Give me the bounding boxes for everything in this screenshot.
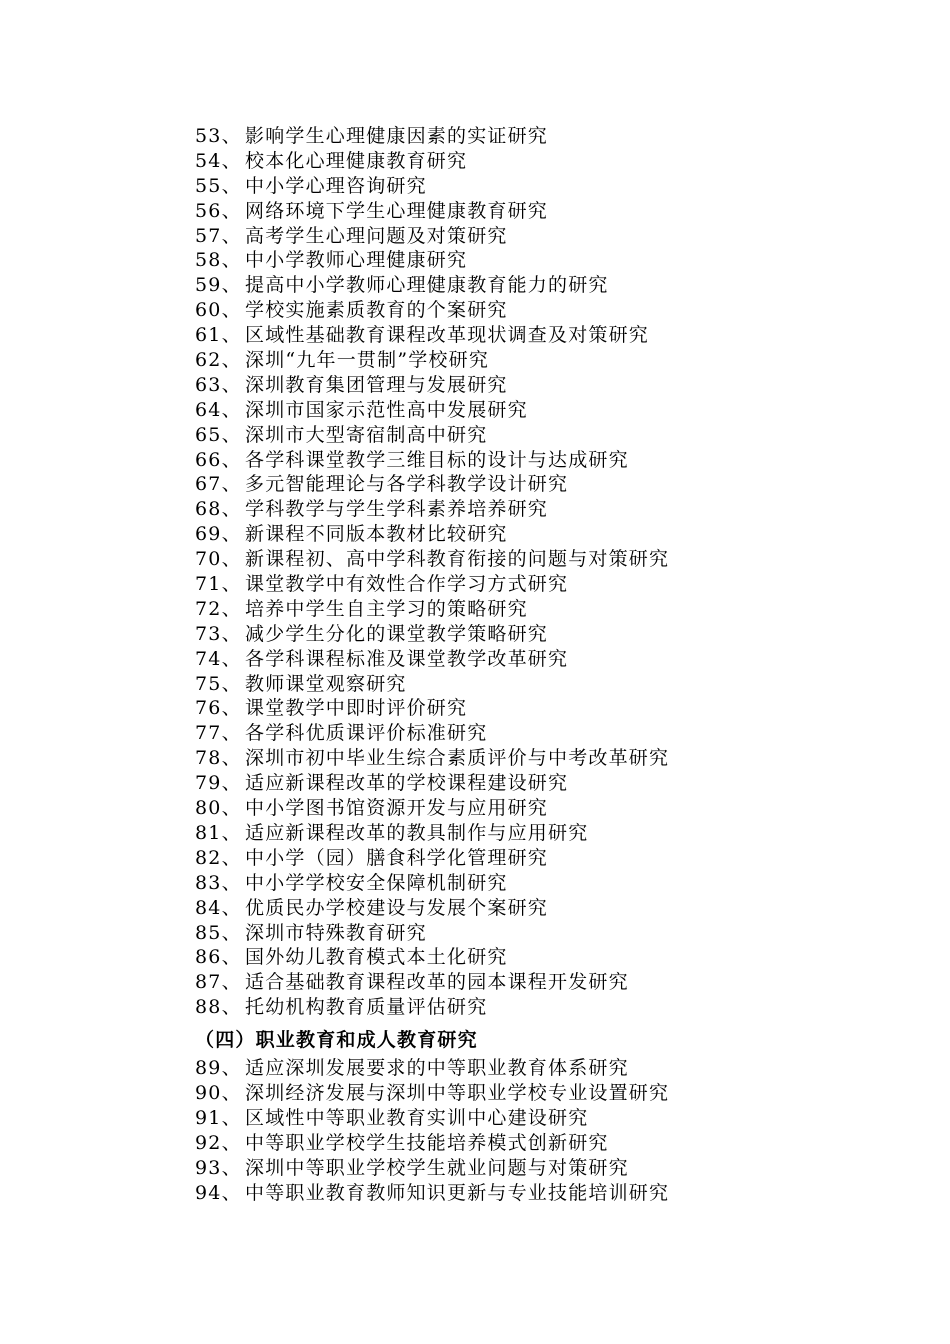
item-title: 影响学生心理健康因素的实证研究 <box>245 125 549 147</box>
item-number: 89、 <box>195 1057 242 1080</box>
item-number: 71、 <box>195 573 242 596</box>
item-title: 区域性中等职业教育实训中心建设研究 <box>245 1106 589 1129</box>
item-number: 74、 <box>195 647 242 670</box>
list-item <box>195 522 795 547</box>
item-number: 76、 <box>195 697 242 720</box>
item-title: 中小学学校安全保障机制研究 <box>245 871 508 894</box>
item-title: 深圳经济发展与深圳中等职业学校专业设置研究 <box>245 1081 670 1104</box>
list-item <box>195 298 795 323</box>
list-item <box>195 174 795 199</box>
item-number: 73、 <box>195 622 242 645</box>
item-title: 中小学心理咨询研究 <box>245 174 427 197</box>
item-number: 75、 <box>195 672 242 695</box>
item-title: 深圳市大型寄宿制高中研究 <box>245 423 488 446</box>
item-title: 深圳市特殊教育研究 <box>245 921 427 944</box>
item-title: 适应新课程改革的教具制作与应用研究 <box>245 821 589 844</box>
item-title: 中等职业学校学生技能培养模式创新研究 <box>245 1131 609 1154</box>
item-number: 77、 <box>195 722 242 745</box>
list-item <box>195 224 795 249</box>
item-number: 56、 <box>195 199 242 222</box>
item-number: 81、 <box>195 821 242 844</box>
list-item <box>195 448 795 473</box>
item-number: 82、 <box>195 846 242 869</box>
list-item <box>195 721 795 746</box>
item-title: 适合基础教育课程改革的园本课程开发研究 <box>245 971 629 994</box>
item-title: 提高中小学教师心理健康教育能力的研究 <box>245 274 609 297</box>
item-title: 托幼机构教育质量评估研究 <box>245 996 488 1019</box>
list-item <box>195 871 795 896</box>
item-number: 55、 <box>195 174 242 197</box>
item-title: 中小学教师心理健康研究 <box>245 249 468 272</box>
item-number: 85、 <box>195 921 242 944</box>
item-title: 适应深圳发展要求的中等职业教育体系研究 <box>245 1057 629 1080</box>
list-item <box>195 1131 795 1156</box>
item-number: 66、 <box>195 448 242 471</box>
item-number: 88、 <box>195 996 242 1019</box>
item-title: 深圳市国家示范性高中发展研究 <box>245 398 528 421</box>
item-number: 92、 <box>195 1131 242 1154</box>
item-title: 中小学图书馆资源开发与应用研究 <box>245 797 549 820</box>
item-number: 58、 <box>195 249 242 272</box>
list-item <box>195 273 795 298</box>
list-item <box>195 821 795 846</box>
item-number: 80、 <box>195 797 242 820</box>
item-number: 60、 <box>195 299 242 322</box>
item-number: 59、 <box>195 274 242 297</box>
item-number: 67、 <box>195 473 242 496</box>
list-item <box>195 423 795 448</box>
list-item <box>195 323 795 348</box>
item-number: 68、 <box>195 498 242 521</box>
list-item <box>195 1056 795 1081</box>
list-item <box>195 472 795 497</box>
section-heading: （四）职业教育和成人教育研究 <box>195 1029 478 1052</box>
list-item <box>195 149 795 174</box>
item-title: 各学科优质课评价标准研究 <box>245 722 488 745</box>
list-item <box>195 796 795 821</box>
list-item <box>195 970 795 995</box>
list-item <box>195 572 795 597</box>
item-title: 多元智能理论与各学科教学设计研究 <box>245 473 569 496</box>
item-number: 90、 <box>195 1081 242 1104</box>
list-item <box>195 497 795 522</box>
item-number: 53、 <box>195 125 242 147</box>
item-title: 高考学生心理问题及对策研究 <box>245 224 508 247</box>
item-number: 65、 <box>195 423 242 446</box>
list-item <box>195 647 795 672</box>
item-number: 63、 <box>195 373 242 396</box>
list-item <box>195 945 795 970</box>
item-number: 79、 <box>195 772 242 795</box>
item-title: 各学科课程标准及课堂教学改革研究 <box>245 647 569 670</box>
list-item <box>195 1081 795 1106</box>
item-number: 61、 <box>195 324 242 347</box>
item-title: 区域性基础教育课程改革现状调查及对策研究 <box>245 324 650 347</box>
list-item <box>195 921 795 946</box>
item-title: 中等职业教育教师知识更新与专业技能培训研究 <box>245 1181 670 1204</box>
list-item <box>195 248 795 273</box>
list-item <box>195 896 795 921</box>
item-number: 83、 <box>195 871 242 894</box>
research-topic-list <box>195 124 795 1020</box>
item-number: 64、 <box>195 398 242 421</box>
item-number: 62、 <box>195 349 242 372</box>
list-item <box>195 746 795 771</box>
item-number: 54、 <box>195 149 242 172</box>
item-number: 87、 <box>195 971 242 994</box>
item-number: 57、 <box>195 224 242 247</box>
item-title: 学科教学与学生学科素养培养研究 <box>245 498 549 521</box>
item-title: 适应新课程改革的学校课程建设研究 <box>245 772 569 795</box>
item-title: 深圳中等职业学校学生就业问题与对策研究 <box>245 1156 629 1179</box>
item-title: 国外幼儿教育模式本土化研究 <box>245 946 508 969</box>
item-title: 减少学生分化的课堂教学策略研究 <box>245 622 549 645</box>
list-item <box>195 348 795 373</box>
item-title: 网络环境下学生心理健康教育研究 <box>245 199 549 222</box>
list-item <box>195 995 795 1020</box>
item-title: 深圳“九年一贯制”学校研究 <box>245 349 490 372</box>
item-title: 学校实施素质教育的个案研究 <box>245 299 508 322</box>
list-item <box>195 622 795 647</box>
vocational-topic-list <box>195 1056 795 1205</box>
item-number: 70、 <box>195 548 242 571</box>
list-item <box>195 1181 795 1206</box>
item-number: 91、 <box>195 1106 242 1129</box>
item-number: 84、 <box>195 896 242 919</box>
item-number: 69、 <box>195 523 242 546</box>
item-title: 教师课堂观察研究 <box>245 672 407 695</box>
item-title: 课堂教学中即时评价研究 <box>245 697 468 720</box>
list-item <box>195 1156 795 1181</box>
item-title: 新课程初、高中学科教育衔接的问题与对策研究 <box>245 548 670 571</box>
list-item <box>195 846 795 871</box>
item-title: 中小学（园）膳食科学化管理研究 <box>245 846 549 869</box>
item-title: 各学科课堂教学三维目标的设计与达成研究 <box>245 448 629 471</box>
item-title: 优质民办学校建设与发展个案研究 <box>245 896 549 919</box>
item-title: 培养中学生自主学习的策略研究 <box>245 597 528 620</box>
list-item <box>195 672 795 697</box>
item-title: 新课程不同版本教材比较研究 <box>245 523 508 546</box>
list-item <box>195 597 795 622</box>
item-number: 72、 <box>195 597 242 620</box>
item-number: 86、 <box>195 946 242 969</box>
list-item <box>195 199 795 224</box>
list-item <box>195 1106 795 1131</box>
item-title: 校本化心理健康教育研究 <box>245 149 468 172</box>
list-item <box>195 547 795 572</box>
item-number: 93、 <box>195 1156 242 1179</box>
list-item <box>195 771 795 796</box>
item-number: 78、 <box>195 747 242 770</box>
list-item <box>195 398 795 423</box>
list-item <box>195 373 795 398</box>
list-item <box>195 696 795 721</box>
item-title: 深圳市初中毕业生综合素质评价与中考改革研究 <box>245 747 670 770</box>
item-number: 94、 <box>195 1181 242 1204</box>
item-title: 课堂教学中有效性合作学习方式研究 <box>245 573 569 596</box>
item-title: 深圳教育集团管理与发展研究 <box>245 373 508 396</box>
document-page <box>195 124 795 1205</box>
list-item <box>195 124 795 149</box>
